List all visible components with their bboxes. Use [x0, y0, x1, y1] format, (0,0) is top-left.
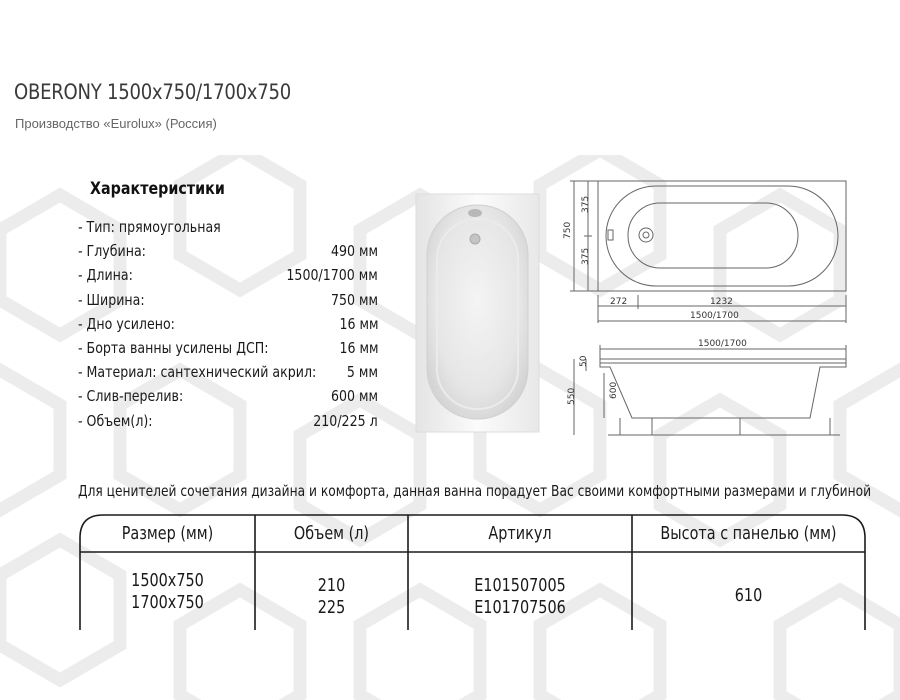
- article-1700: E101707506: [474, 597, 566, 618]
- dim-rim: 50: [579, 355, 589, 367]
- dim-total-length-top: 1500/1700: [690, 311, 739, 321]
- spec-label: - Материал: сантехнический акрил:: [78, 363, 317, 382]
- spec-row-width: [78, 291, 378, 315]
- spec-label: - Борта ванны усилены ДСП:: [78, 338, 269, 357]
- volume-210: 210: [317, 575, 346, 596]
- dim-width: 750: [563, 221, 573, 239]
- table-cell-height: 610: [734, 585, 763, 606]
- size-1500: 1500x750: [131, 570, 204, 591]
- dim-half-lower: 375: [581, 247, 591, 265]
- dim-total-length-side: 1500/1700: [698, 339, 747, 349]
- product-info-panel: [0, 155, 900, 700]
- spec-value: 16 мм: [338, 338, 378, 357]
- spec-label: - Глубина:: [78, 242, 146, 261]
- size-1700: 1700x750: [131, 592, 204, 613]
- spec-row-material: [78, 363, 378, 387]
- spec-row-length: [78, 266, 378, 290]
- spec-value: 210/225 л: [313, 411, 378, 430]
- spec-label: - Длина:: [78, 266, 133, 285]
- spec-value: 600 мм: [330, 387, 378, 406]
- top-view-outline: [598, 181, 846, 291]
- spec-list: [78, 218, 378, 436]
- article-1500: E101507005: [474, 575, 566, 596]
- table-cell-size: [98, 570, 238, 614]
- overflow-icon: [468, 209, 482, 217]
- spec-row-drain: [78, 387, 378, 411]
- technical-drawing: [560, 173, 860, 453]
- spec-row-volume: [78, 412, 378, 436]
- table-cell-volume: [270, 575, 392, 619]
- spec-row-type: [78, 218, 378, 242]
- spec-label: - Объем(л):: [78, 411, 153, 430]
- table-header-size: Размер (мм): [121, 523, 214, 544]
- dim-half-upper: 375: [581, 195, 591, 213]
- spec-label: - Слив-перелив:: [78, 387, 184, 406]
- specs-heading: Характеристики: [90, 179, 225, 199]
- spec-label: - Тип: прямоугольная: [78, 218, 221, 236]
- spec-label: - Ширина:: [78, 290, 145, 309]
- table-header-height: Высота с панелью (мм): [660, 523, 837, 544]
- spec-value: 1500/1700 мм: [286, 266, 378, 285]
- product-subtitle: Производство «Eurolux» (Россия): [15, 116, 217, 131]
- spec-row-sides: [78, 339, 378, 363]
- spec-value: 490 мм: [330, 242, 378, 261]
- spec-label: - Дно усилено:: [78, 314, 175, 333]
- dim-height: 550: [567, 387, 577, 405]
- drain-icon: [470, 234, 480, 244]
- side-view-outline: [600, 359, 846, 418]
- bathtub-photo: [415, 193, 540, 433]
- table-header-volume: Объем (л): [293, 523, 370, 544]
- volume-225: 225: [317, 597, 346, 618]
- spec-value: 750 мм: [330, 290, 378, 309]
- spec-row-depth: [78, 242, 378, 266]
- spec-value: 16 мм: [338, 314, 378, 333]
- spec-row-bottom: [78, 315, 378, 339]
- table-header-article: Артикул: [488, 523, 552, 544]
- spec-value: 5 мм: [346, 363, 378, 382]
- dim-inner-length: 1232: [710, 297, 733, 307]
- product-tagline: Для ценителей сочетания дизайна и комфорта, данная ванна порадует Вас своими комфортными размерами и глубиной: [78, 482, 872, 500]
- top-view-basin: [606, 186, 838, 286]
- table-cell-article: [430, 575, 609, 619]
- product-title: OBERONY 1500x750/1700x750: [14, 80, 291, 104]
- top-view-drain-icon: [639, 228, 653, 242]
- dim-inner-height: 600: [609, 381, 619, 399]
- top-view-inner: [628, 203, 798, 268]
- dim-offset: 272: [610, 297, 628, 307]
